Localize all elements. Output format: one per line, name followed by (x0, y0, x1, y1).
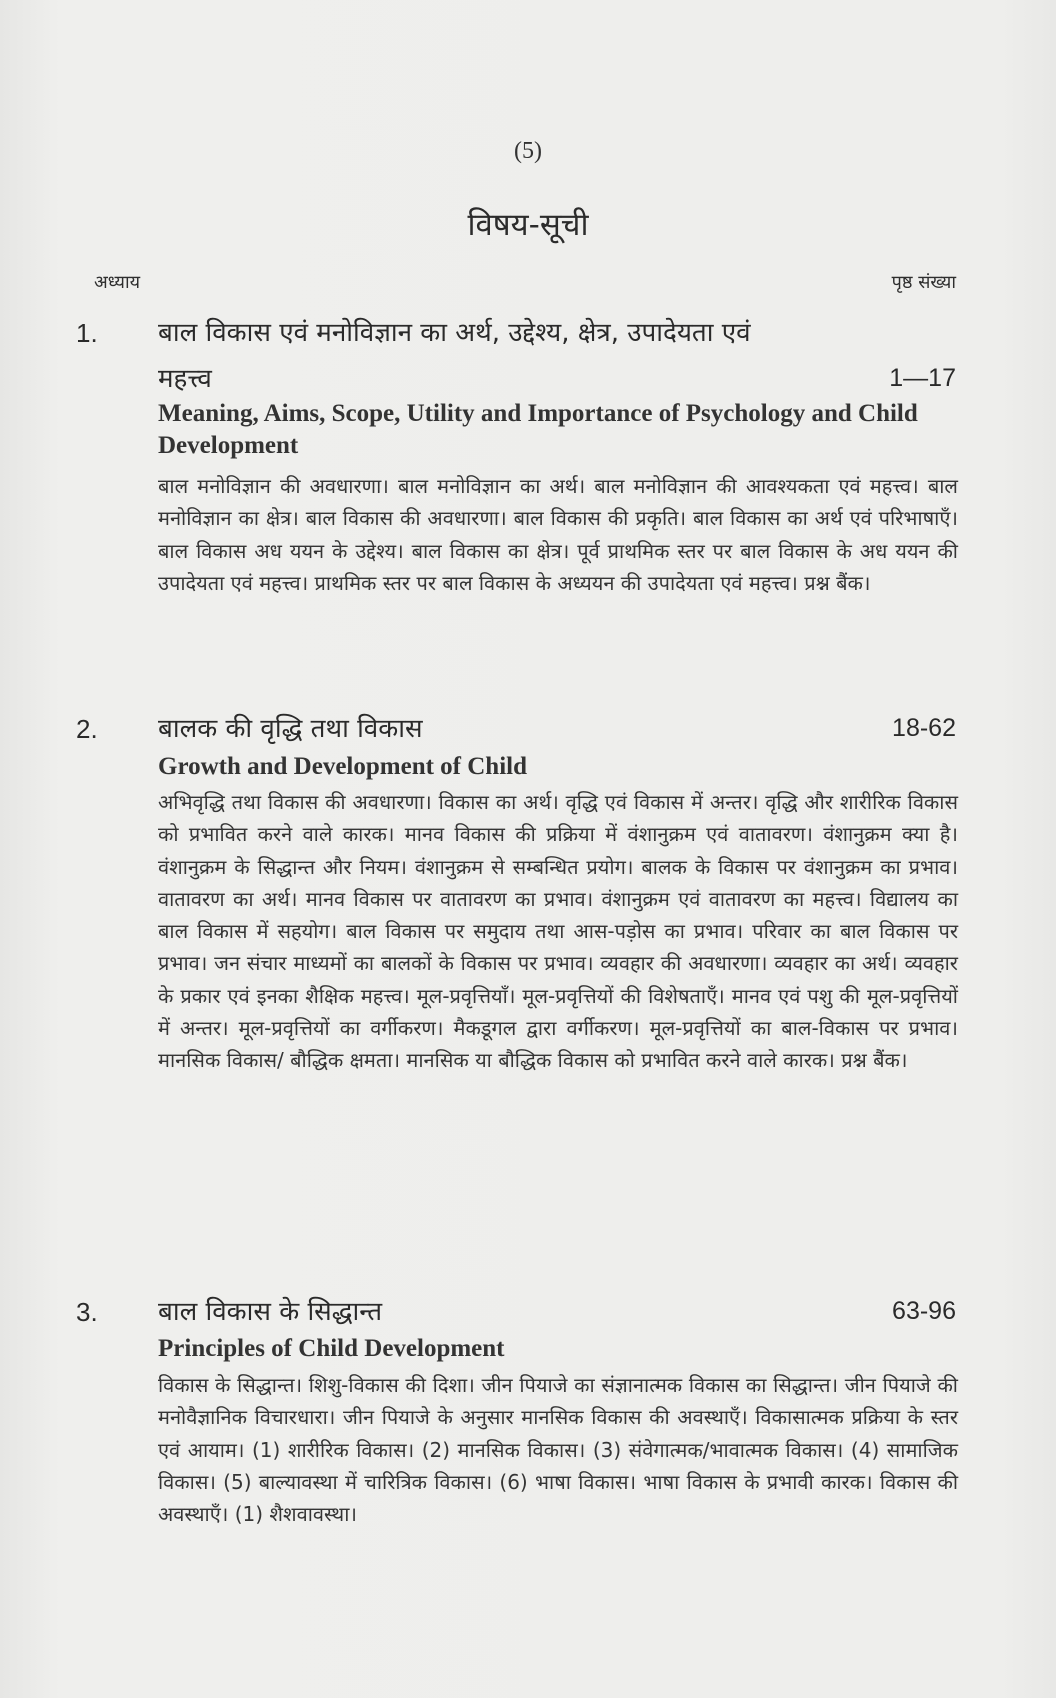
chapter-description: बाल मनोविज्ञान की अवधारणा। बाल मनोविज्ञान का अर्थ। बाल मनोविज्ञान की आवश्यकता एवं महत्त्व। बाल मनोविज्ञान का क्षेत्र। बाल विकास की अवधारणा। बाल विकास की प्रकृति। बाल विकास का अर्थ एवं परिभाषाएँ। बाल विकास अध ययन के उद्देश्य। बाल विकास का क्षेत्र। पूर्व प्राथमिक स्तर पर बाल विकास के अध ययन की उपादेयता एवं महत्त्व। प्राथमिक स्तर पर बाल विकास के अध्ययन की उपादेयता एवं महत्त्व। प्रश्न बैंक। (158, 474, 958, 595)
chapter-english-title: Meaning, Aims, Scope, Utility and Importance of Psychology and Child Development (158, 400, 918, 459)
chapter-pages: 18-62 (892, 714, 956, 742)
chapter-title-line: महत्त्व (158, 364, 212, 394)
page-title: विषय-सूची (467, 207, 589, 243)
chapter-title (158, 310, 958, 402)
chapter-title-line: बाल विकास एवं मनोविज्ञान का अर्थ, उद्देश्य, क्षेत्र, उपादेयता एवं (158, 318, 751, 348)
chapter-title: बालक की वृद्धि तथा विकास (158, 714, 423, 744)
page-number: (5) (514, 138, 542, 164)
chapter-english-title: Growth and Development of Child (158, 753, 528, 780)
chapter-number: 3. (76, 1297, 98, 1327)
column-header-page-number: पृष्ठ संख्या (891, 272, 956, 293)
chapter-title: बाल विकास के सिद्धान्त (158, 1297, 383, 1327)
chapter-pages: 1—17 (889, 364, 956, 392)
chapter-description: अभिवृद्धि तथा विकास की अवधारणा। विकास का अर्थ। वृद्धि एवं विकास में अन्तर। वृद्धि और शारीरिक विकास को प्रभावित करने वाले कारक। मानव विकास की प्रक्रिया में वंशानुक्रम एवं वातावरण। वंशानुक्रम क्या है। वंशानुक्रम के सिद्धान्त और नियम। वंशानुक्रम से सम्बन्धित प्रयोग। बालक के विकास पर वंशानुक्रम का प्रभाव। वातावरण का अर्थ। मानव विकास पर वातावरण का प्रभाव। वंशानुक्रम एवं वातावरण का महत्त्व। विद्यालय का बाल विकास में सहयोग। बाल विकास पर समुदाय तथा आस-पड़ोस का प्रभाव। परिवार का बाल विकास पर प्रभाव। जन संचार माध्यमों का बालकों के विकास पर प्रभाव। व्यवहार की अवधारणा। व्यवहार का अर्थ। व्यवहार के प्रकार एवं इनका शैक्षिक महत्त्व। मूल-प्रवृत्तियाँ। मूल-प्रवृत्तियों की विशेषताएँ। मानव एवं पशु की मूल-प्रवृत्तियों में अन्तर। मूल-प्रवृत्तियों का वर्गीकरण। मैकडूगल द्वारा वर्गीकरण। मूल-प्रवृत्तियों का बाल-विकास पर प्रभाव। मानसिक विकास/ बौद्धिक क्षमता। मानसिक या बौद्धिक विकास को प्रभावित करने वाले कारक। प्रश्न बैंक। (158, 790, 958, 1073)
chapter-pages: 63-96 (892, 1297, 956, 1325)
chapter-english-title: Principles of Child Development (158, 1335, 505, 1362)
chapter-number: 1. (76, 318, 98, 348)
chapter-number: 2. (76, 714, 98, 744)
column-header-chapter: अध्याय (94, 272, 141, 293)
chapter-description: विकास के सिद्धान्त। शिशु-विकास की दिशा। जीन पियाजे का संज्ञानात्मक विकास का सिद्धान्त। जीन पियाजे की मनोवैज्ञानिक विचारधारा। जीन पियाजे के अनुसार मानसिक विकास की अवस्थाएँ। विकासात्मक प्रक्रिया के स्तर एवं आयाम। (1) शारीरिक विकास। (2) मानसिक विकास। (3) संवेगात्मक/भावात्मक विकास। (4) सामाजिक विकास। (5) बाल्यावस्था में चारित्रिक विकास। (6) भाषा विकास। भाषा विकास के प्रभावी कारक। विकास की अवस्थाएँ। (1) शैशवावस्था। (158, 1373, 958, 1527)
